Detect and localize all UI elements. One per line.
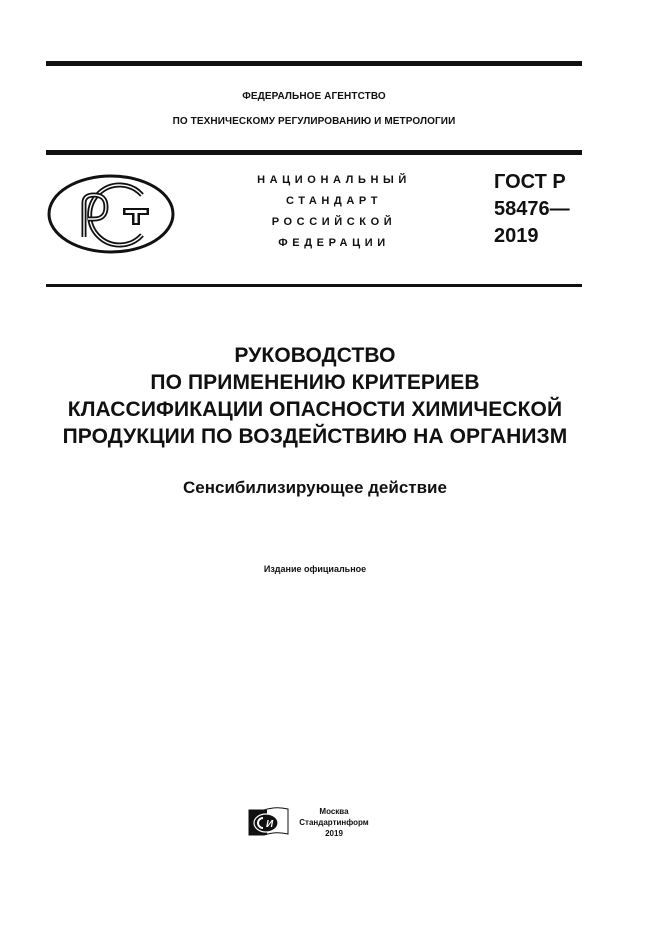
title-line: ПРОДУКЦИИ ПО ВОЗДЕЙСТВИЮ НА ОРГАНИЗМ xyxy=(62,425,568,448)
title-line: РУКОВОДСТВО xyxy=(234,344,396,367)
designation-line: ГОСТ Р xyxy=(494,171,566,193)
national-standard-line: РОССИЙСКОЙ xyxy=(271,216,397,228)
publisher-name: Стандартинформ xyxy=(299,818,369,827)
document-title xyxy=(30,342,600,450)
agency-name-line-1: ФЕДЕРАЛЬНОЕ АГЕНТСТВО xyxy=(242,91,386,102)
national-standard-line: СТАНДАРТ xyxy=(285,195,383,207)
lower-divider xyxy=(46,284,582,287)
national-standard-line: ФЕДЕРАЦИИ xyxy=(278,237,390,249)
standartinform-logo-icon xyxy=(248,806,290,836)
title-line: ПО ПРИМЕНЕНИЮ КРИТЕРИЕВ xyxy=(150,371,480,394)
svg-text:И: И xyxy=(266,819,274,830)
agency-name-line-2: ПО ТЕХНИЧЕСКОМУ РЕГУЛИРОВАНИЮ И МЕТРОЛОГИИ xyxy=(172,116,456,127)
publisher-city: Москва xyxy=(319,807,349,816)
top-divider xyxy=(46,61,582,66)
publisher-info xyxy=(296,806,372,839)
middle-divider xyxy=(46,150,582,155)
designation-line: 58476— xyxy=(494,198,570,220)
edition-label: Издание официальное xyxy=(263,564,367,574)
document-subtitle: Сенсибилизирующее действие xyxy=(183,478,447,497)
publication-year: 2019 xyxy=(325,829,343,838)
standard-designation xyxy=(494,169,570,250)
rst-logo-icon xyxy=(46,173,176,255)
title-line: КЛАССИФИКАЦИИ ОПАСНОСТИ ХИМИЧЕСКОЙ xyxy=(67,398,563,421)
national-standard-line: НАЦИОНАЛЬНЫЙ xyxy=(257,174,411,186)
designation-line: 2019 xyxy=(494,225,539,247)
national-standard-label xyxy=(236,170,432,254)
